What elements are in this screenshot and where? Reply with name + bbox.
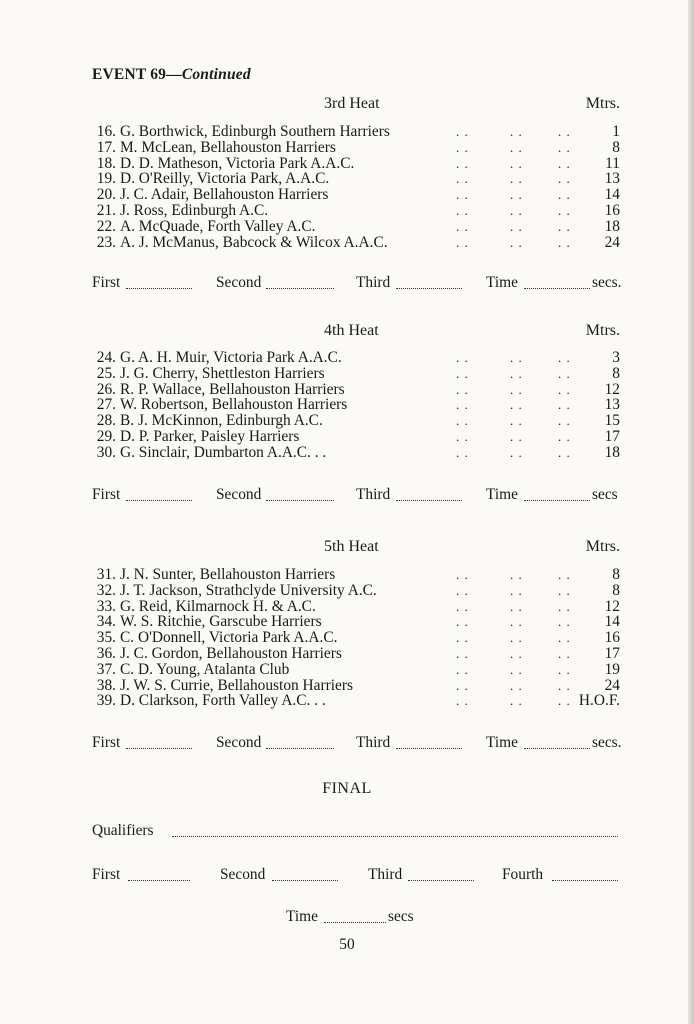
entry-row: [92, 187, 620, 203]
leader-dots: . .: [456, 202, 469, 218]
leader-dots: . .: [510, 428, 523, 444]
leader-dots: . .: [456, 365, 469, 381]
entry-row: [92, 693, 620, 709]
leader-dots: . .: [558, 693, 571, 709]
leader-dots: . .: [456, 567, 469, 582]
result-third-dots: [396, 288, 462, 289]
leader-dots: . .: [510, 124, 523, 139]
leader-dots: . .: [558, 598, 571, 614]
entry-name: J. W. S. Currie, Bellahouston Harriers: [120, 678, 357, 694]
leader-dots: . .: [510, 661, 523, 677]
event-title: [92, 66, 251, 84]
heat-unit: Mtrs.: [585, 538, 620, 555]
leader-dots: . .: [456, 693, 469, 709]
leader-dots: . .: [456, 582, 469, 598]
entry-number: 27.: [96, 396, 116, 414]
leader-dots: . .: [456, 187, 469, 203]
entry-name: J. C. Adair, Bellahouston Harriers: [120, 187, 332, 203]
page-edge: [688, 0, 694, 1024]
entry-handicap: 14: [604, 186, 620, 204]
entry-name: A. J. McManus, Babcock & Wilcox A.A.C.: [120, 235, 392, 251]
leader-dots: . .: [456, 397, 469, 413]
entry-row: [92, 397, 620, 413]
entry-name: C. O'Donnell, Victoria Park A.A.C.: [120, 630, 341, 646]
heat-header-5th: [92, 538, 620, 558]
final-time-line: [286, 908, 446, 928]
leader-dots: . .: [558, 187, 571, 203]
entry-row: [92, 124, 620, 140]
result-first-dots: [126, 500, 192, 501]
entry-handicap: 17: [604, 427, 620, 445]
leader-dots: . .: [456, 428, 469, 444]
heat-header-3rd: [92, 95, 620, 115]
heat-entries-4th: [92, 350, 620, 461]
final-first-label: First: [92, 866, 121, 883]
final-first-dots: [128, 880, 190, 881]
entry-row: [92, 235, 620, 251]
result-second-label: Second: [216, 274, 262, 291]
leader-dots: . .: [558, 218, 571, 234]
leader-dots: . .: [510, 234, 523, 250]
entry-name: B. J. McKinnon, Edinburgh A.C.: [120, 413, 327, 429]
entry-handicap: 24: [604, 233, 620, 251]
final-second-label: Second: [220, 866, 266, 883]
leader-dots: . .: [558, 397, 571, 413]
leader-dots: . .: [456, 124, 469, 139]
leader-dots: . .: [558, 350, 571, 365]
leader-dots: . .: [510, 693, 523, 709]
leader-dots: . .: [510, 350, 523, 365]
entry-handicap: 3: [612, 349, 620, 366]
entry-handicap: 16: [604, 201, 620, 219]
entry-name: D. D. Matheson, Victoria Park A.A.C.: [120, 156, 358, 172]
result-third-label: Third: [356, 734, 391, 751]
entry-row: [92, 219, 620, 235]
final-title: FINAL: [322, 780, 372, 797]
leader-dots: . .: [510, 567, 523, 582]
entry-row: [92, 614, 620, 630]
leader-dots: . .: [558, 428, 571, 444]
entry-number: 31.: [96, 566, 116, 583]
result-first-label: First: [92, 274, 121, 291]
entry-handicap: 17: [604, 644, 620, 662]
qualifiers-line: [92, 822, 622, 842]
heat-results-4th: [92, 486, 622, 506]
entry-number: 25.: [96, 364, 116, 382]
entry-number: 20.: [96, 186, 116, 204]
entry-number: 16.: [96, 123, 116, 140]
entry-handicap: 12: [604, 380, 620, 398]
leader-dots: . .: [510, 645, 523, 661]
qualifiers-dotted-line: [172, 836, 618, 837]
result-first-dots: [126, 748, 192, 749]
leader-dots: . .: [456, 630, 469, 646]
entry-handicap: 11: [605, 154, 620, 172]
entry-row: [92, 630, 620, 646]
entry-name: C. D. Young, Atalanta Club: [120, 662, 293, 678]
leader-dots: . .: [510, 630, 523, 646]
entry-row: [92, 429, 620, 445]
result-third-label: Third: [356, 274, 391, 291]
leader-dots: . .: [510, 365, 523, 381]
entry-row: [92, 599, 620, 615]
final-fourth-label: Fourth: [502, 866, 544, 883]
entry-row: [92, 567, 620, 583]
entry-handicap: 8: [612, 581, 620, 599]
entry-name: J. Ross, Edinburgh A.C.: [120, 203, 272, 219]
entry-name: G. Reid, Kilmarnock H. & A.C.: [120, 599, 320, 615]
entry-number: 38.: [96, 676, 116, 694]
entry-row: [92, 445, 620, 461]
result-secs-label: secs.: [592, 734, 622, 751]
entry-name: A. McQuade, Forth Valley A.C.: [120, 219, 320, 235]
result-first-label: First: [92, 486, 121, 503]
final-time-label: Time: [286, 908, 318, 925]
leader-dots: . .: [456, 614, 469, 630]
entry-number: 24.: [96, 349, 116, 366]
result-second-dots: [266, 748, 334, 749]
result-time-label: Time: [486, 274, 518, 291]
final-third-dots: [408, 880, 474, 881]
leader-dots: . .: [510, 614, 523, 630]
leader-dots: . .: [558, 365, 571, 381]
event-title-text: EVENT 69—: [92, 66, 182, 83]
heat-entries-5th: [92, 567, 620, 709]
result-time-dots: [524, 748, 590, 749]
leader-dots: . .: [558, 171, 571, 187]
leader-dots: . .: [558, 202, 571, 218]
entry-handicap: 8: [612, 364, 620, 382]
leader-dots: . .: [510, 187, 523, 203]
heat-name: 3rd Heat: [324, 95, 380, 112]
entry-name: G. A. H. Muir, Victoria Park A.A.C.: [120, 350, 346, 366]
leader-dots: . .: [456, 350, 469, 365]
entry-row: [92, 583, 620, 599]
entry-handicap: H.O.F.: [578, 692, 620, 710]
leader-dots: . .: [456, 155, 469, 171]
entry-row: [92, 156, 620, 172]
leader-dots: . .: [558, 677, 571, 693]
result-third-dots: [396, 500, 462, 501]
entry-handicap: 8: [612, 566, 620, 583]
entry-row: [92, 140, 620, 156]
leader-dots: . .: [558, 630, 571, 646]
heat-name: 4th Heat: [324, 322, 379, 339]
leader-dots: . .: [558, 661, 571, 677]
entry-name: J. T. Jackson, Strathclyde University A.C.: [120, 583, 381, 599]
leader-dots: . .: [558, 155, 571, 171]
entry-number: 35.: [96, 629, 116, 647]
leader-dots: . .: [456, 139, 469, 155]
entry-handicap: 18: [604, 217, 620, 235]
leader-dots: . .: [510, 397, 523, 413]
entry-number: 26.: [96, 380, 116, 398]
leader-dots: . .: [558, 381, 571, 397]
entry-name: W. Robertson, Bellahouston Harriers: [120, 397, 351, 413]
entry-handicap: 13: [604, 396, 620, 414]
entry-name: R. P. Wallace, Bellahouston Harriers: [120, 382, 349, 398]
page-number: 50: [339, 936, 355, 953]
leader-dots: . .: [558, 645, 571, 661]
entry-name: D. O'Reilly, Victoria Park, A.A.C.: [120, 171, 333, 187]
leader-dots: . .: [558, 614, 571, 630]
entry-handicap: 8: [612, 138, 620, 156]
result-second-label: Second: [216, 486, 262, 503]
entry-handicap: 16: [604, 629, 620, 647]
leader-dots: . .: [510, 677, 523, 693]
event-continued: Continued: [181, 66, 251, 83]
leader-dots: . .: [510, 381, 523, 397]
leader-dots: . .: [510, 139, 523, 155]
leader-dots: . .: [510, 413, 523, 429]
heat-results-3rd: [92, 274, 622, 294]
entry-row: [92, 366, 620, 382]
result-second-dots: [266, 288, 334, 289]
entry-handicap: 19: [604, 660, 620, 678]
entry-number: 22.: [96, 217, 116, 235]
leader-dots: . .: [558, 567, 571, 582]
entry-row: [92, 350, 620, 366]
heat-results-5th: [92, 734, 622, 754]
entry-name: D. Clarkson, Forth Valley A.C. . .: [120, 693, 330, 709]
leader-dots: . .: [510, 171, 523, 187]
heat-header-4th: [92, 322, 620, 342]
final-fourth-dots: [552, 880, 618, 881]
leader-dots: . .: [456, 381, 469, 397]
entry-handicap: 18: [604, 443, 620, 461]
entry-handicap: 24: [604, 676, 620, 694]
leader-dots: . .: [456, 444, 469, 460]
entry-name: G. Sinclair, Dumbarton A.A.C. . .: [120, 445, 330, 461]
final-places: [92, 866, 622, 886]
result-time-label: Time: [486, 486, 518, 503]
entry-number: 17.: [96, 138, 116, 156]
leader-dots: . .: [558, 139, 571, 155]
result-second-label: Second: [216, 734, 262, 751]
result-first-label: First: [92, 734, 121, 751]
entry-number: 21.: [96, 201, 116, 219]
heat-entries-3rd: [92, 124, 620, 250]
leader-dots: . .: [558, 444, 571, 460]
entry-number: 39.: [96, 692, 116, 710]
final-second-dots: [272, 880, 338, 881]
heat-unit: Mtrs.: [585, 322, 620, 339]
leader-dots: . .: [456, 413, 469, 429]
leader-dots: . .: [456, 645, 469, 661]
entry-name: D. P. Parker, Paisley Harriers: [120, 429, 303, 445]
leader-dots: . .: [510, 218, 523, 234]
qualifiers-label: Qualifiers: [92, 822, 154, 839]
leader-dots: . .: [558, 582, 571, 598]
entry-name: G. Borthwick, Edinburgh Southern Harriers: [120, 124, 394, 140]
entry-number: 33.: [96, 597, 116, 615]
final-time-dots: [324, 922, 386, 923]
result-time-label: Time: [486, 734, 518, 751]
entry-handicap: 13: [604, 170, 620, 188]
heat-name: 5th Heat: [324, 538, 379, 555]
leader-dots: . .: [510, 202, 523, 218]
leader-dots: . .: [510, 155, 523, 171]
entry-number: 34.: [96, 613, 116, 631]
entry-row: [92, 382, 620, 398]
leader-dots: . .: [510, 598, 523, 614]
entry-number: 30.: [96, 443, 116, 461]
result-second-dots: [266, 500, 334, 501]
leader-dots: . .: [456, 218, 469, 234]
entry-number: 19.: [96, 170, 116, 188]
result-secs-label: secs: [592, 486, 618, 503]
entry-name: J. C. Gordon, Bellahouston Harriers: [120, 646, 346, 662]
leader-dots: . .: [510, 444, 523, 460]
heat-unit: Mtrs.: [585, 95, 620, 112]
entry-number: 36.: [96, 644, 116, 662]
entry-number: 18.: [96, 154, 116, 172]
entry-row: [92, 678, 620, 694]
entry-handicap: 14: [604, 613, 620, 631]
entry-number: 28.: [96, 412, 116, 430]
leader-dots: . .: [510, 582, 523, 598]
leader-dots: . .: [456, 677, 469, 693]
entry-name: J. G. Cherry, Shettleston Harriers: [120, 366, 329, 382]
entry-number: 29.: [96, 427, 116, 445]
entry-handicap: 1: [612, 123, 620, 140]
leader-dots: . .: [558, 234, 571, 250]
entry-row: [92, 662, 620, 678]
result-third-label: Third: [356, 486, 391, 503]
leader-dots: . .: [558, 124, 571, 139]
result-time-dots: [524, 288, 590, 289]
entry-row: [92, 413, 620, 429]
entry-handicap: 15: [604, 412, 620, 430]
entry-row: [92, 203, 620, 219]
leader-dots: . .: [456, 661, 469, 677]
entry-row: [92, 171, 620, 187]
result-secs-label: secs.: [592, 274, 622, 291]
leader-dots: . .: [558, 413, 571, 429]
entry-number: 37.: [96, 660, 116, 678]
entry-number: 23.: [96, 233, 116, 251]
result-time-dots: [524, 500, 590, 501]
entry-number: 32.: [96, 581, 116, 599]
leader-dots: . .: [456, 234, 469, 250]
result-first-dots: [126, 288, 192, 289]
entry-name: J. N. Sunter, Bellahouston Harriers: [120, 567, 339, 583]
final-secs-label: secs: [388, 908, 414, 925]
entry-name: M. McLean, Bellahouston Harriers: [120, 140, 340, 156]
leader-dots: . .: [456, 171, 469, 187]
entry-name: W. S. Ritchie, Garscube Harriers: [120, 614, 326, 630]
entry-handicap: 12: [604, 597, 620, 615]
final-third-label: Third: [368, 866, 403, 883]
leader-dots: . .: [456, 598, 469, 614]
result-third-dots: [396, 748, 462, 749]
entry-row: [92, 646, 620, 662]
